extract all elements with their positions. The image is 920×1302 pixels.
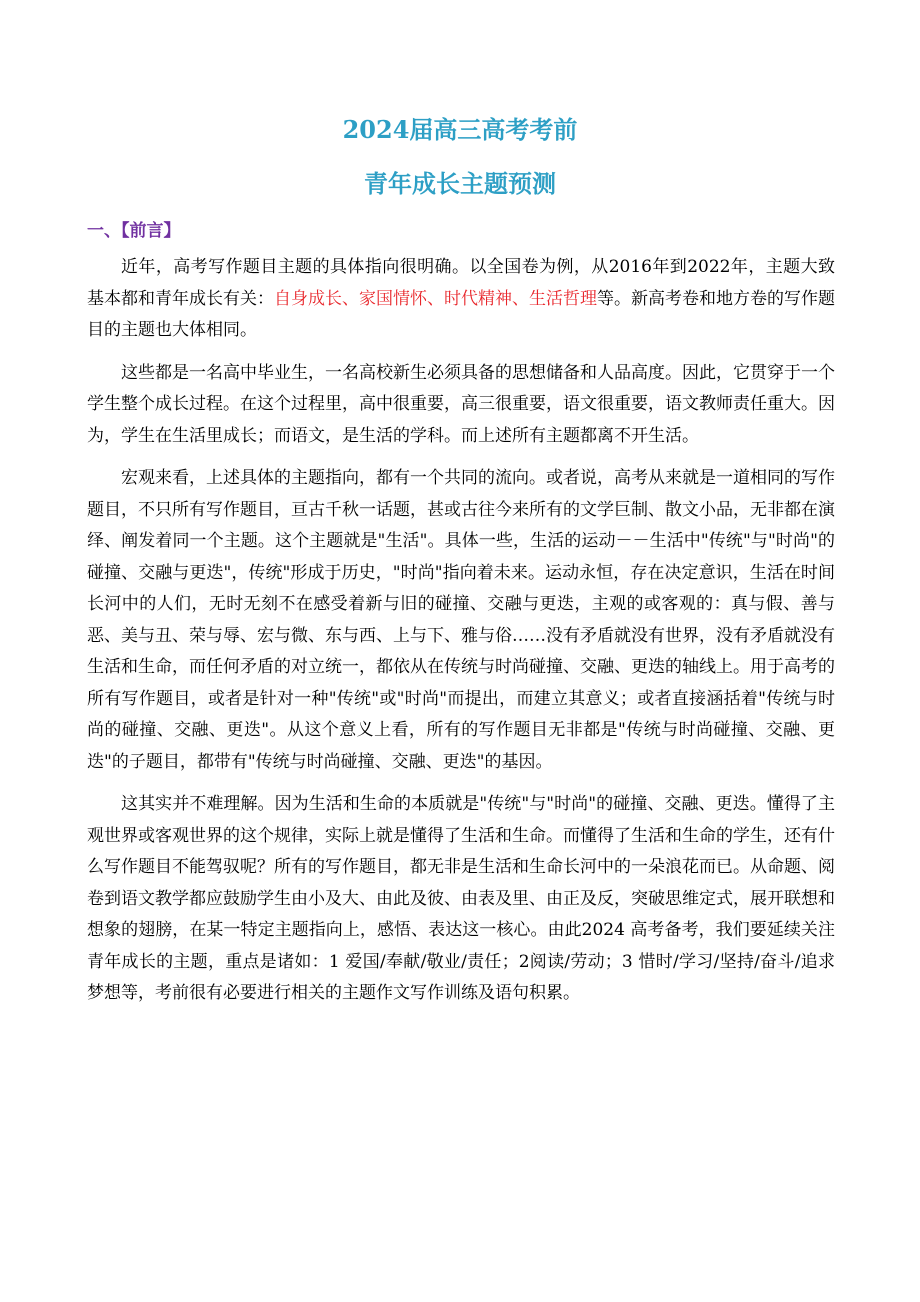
highlighted-themes: 自身成长、家国情怀、时代精神、生活哲理 — [274, 288, 597, 309]
document-body — [87, 252, 835, 1021]
paragraph-1-tail: 等。新高考卷和地方卷的写作题目的主题也大体相同。 — [87, 288, 835, 340]
paragraph-3: 宏观来看，上述具体的主题指向，都有一个共同的流向。或者说，高考从来就是一道相同的写作题目，不只所有写作题目，亘古千秋一话题，甚或古往今来所有的文学巨制、散文小品，无非都在演绎、阐发着同一个主题。这个主题就是"生活"。具体一些，生活的运动－－生活中"传统"与"时尚"的碰撞、交融与更迭"，传统"形成于历史，"时尚"指向着未来。运动永恒，存在决定意识，生活在时间长河中的人们，无时无刻不在感受着新与旧的碰撞、交融与更迭，主观的或客观的：真与假、善与恶、美与丑、荣与辱、宏与微、东与西、上与下、雅与俗……没有矛盾就没有世界，没有矛盾就没有生活和生命，而任何矛盾的对立统一，都依从在传统与时尚碰撞、交融、更迭的轴线上。用于高考的所有写作题目，或者是针对一种"传统"或"时尚"而提出，而建立其意义；或者直接涵括着"传统与时尚的碰撞、交融、更迭"。从这个意义上看，所有的写作题目无非都是"传统与时尚碰撞、交融、更迭"的子题目，都带有"传统与时尚碰撞、交融、更迭"的基因。 — [87, 468, 835, 772]
section-heading: 一、【前言】 — [87, 221, 181, 241]
paragraph-2: 这些都是一名高中毕业生，一名高校新生必须具备的思想储备和人品高度。因此，它贯穿于一个学生整个成长过程。在这个过程里，高中很重要，高三很重要，语文很重要，语文教师责任重大。因为，学生在生活里成长；而语文，是生活的学科。而上述所有主题都离不开生活。 — [87, 362, 835, 446]
document-title-line1: 2024届高三高考考前 — [342, 115, 578, 144]
paragraph-4: 这其实并不难理解。因为生活和生命的本质就是"传统"与"时尚"的碰撞、交融、更迭。懂得了主观世界或客观世界的这个规律，实际上就是懂得了生活和生命。而懂得了生活和生命的学生，还有什么写作题目不能驾驭呢？所有的写作题目，都无非是生活和生命长河中的一朵浪花而已。从命题、阅卷到语文教学都应鼓励学生由小及大、由此及彼、由表及里、由正及反，突破思维定式，展开联想和想象的翅膀，在某一特定主题指向上，感悟、表达这一核心。由此2024 高考备考，我们要延续关注青年成长的主题，重点是诸如：1 爱国/奉献/敬业/责任；2阅读/劳动；3 惜时/学习/坚持/奋斗/追求梦想等，考前很有必要进行相关的主题作文写作训练及语句积累。 — [87, 794, 835, 1003]
paragraph-1 — [87, 252, 835, 347]
document-title-line2: 青年成长主题预测 — [364, 169, 556, 198]
paragraph-1-text: 近年，高考写作题目主题的具体指向很明确。以全国卷为例，从2016年到2022年，主题大致基本都和青年成长有关： — [87, 257, 835, 309]
